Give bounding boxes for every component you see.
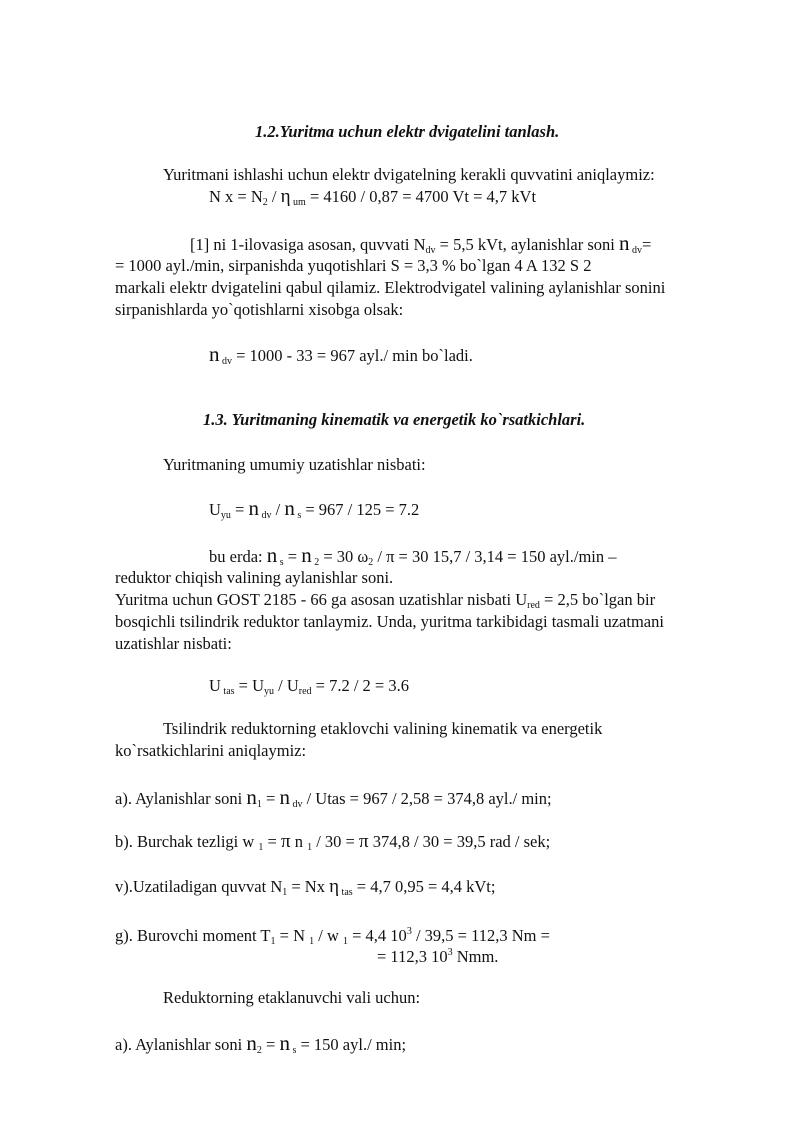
subscript: 1 — [282, 887, 288, 898]
text: = — [261, 789, 280, 808]
paragraph-motor-line-4: sirpanishlarda yo`qotishlarni xisobga olsak: — [115, 300, 404, 319]
text: / w — [314, 926, 343, 945]
subscript: s — [289, 1045, 297, 1056]
formula-text: = — [230, 500, 249, 519]
subscript: yu — [264, 686, 275, 697]
paragraph-motor-line-2: = 1000 ayl./min, sirpanishda yuqotishlari S = 3,3 % bo`lgan 4 A 132 S 2 — [115, 256, 592, 275]
subscript: tas — [220, 686, 235, 697]
subscript: 2 — [262, 197, 268, 208]
text: = — [263, 832, 281, 851]
text: v).Uzatiladigan quvvat N — [115, 877, 283, 896]
text: / π = 30 15,7 / 3,14 = 150 ayl./min – — [373, 547, 617, 566]
formula-text: N x = N — [209, 187, 263, 206]
text: 374,8 / 30 = 39,5 rad / sek; — [368, 832, 551, 851]
item-g-torque-line-2 — [377, 943, 498, 967]
subscript: 1 — [309, 936, 315, 947]
subscript: 1 — [256, 799, 262, 810]
subscript: 1 — [270, 936, 276, 947]
subscript: dv — [258, 510, 272, 521]
subscript: dv — [219, 356, 232, 367]
formula-motor-speed — [209, 344, 473, 372]
formula-text: / U — [274, 676, 299, 695]
formula-text: = U — [234, 676, 265, 695]
text: / 30 = — [312, 832, 359, 851]
subscript: 2 — [256, 1045, 262, 1056]
n-symbol: n — [619, 231, 630, 255]
n-symbol: n — [246, 785, 257, 809]
section-heading-1-2: 1.2.Yuritma uchun elektr dvigatelini tanlash. — [255, 122, 560, 141]
n-symbol: n — [209, 342, 220, 366]
text: = 2,5 bo`lgan bir — [539, 590, 656, 609]
text: = — [261, 1035, 280, 1054]
formula-text: U — [209, 676, 221, 695]
n-symbol: n — [266, 543, 278, 567]
text: Yuritma uchun GOST 2185 - 66 ga asosan uzatishlar nisbati U — [115, 590, 528, 609]
paragraph-driving-shaft-line-2: ko`rsatkichlarini aniqlaymiz: — [115, 741, 307, 760]
subscript: s — [277, 557, 284, 568]
superscript: 3 — [447, 947, 453, 958]
text: = 150 ayl./ min; — [296, 1035, 407, 1054]
formula-text: = 967 / 125 = 7.2 — [301, 500, 420, 519]
text: a). Aylanishlar soni — [115, 1035, 247, 1054]
item-v-transmitted-power — [115, 877, 495, 903]
pi-symbol: π — [358, 831, 369, 852]
formula-text: / — [267, 187, 281, 206]
text: = 112,3 10 — [377, 947, 448, 966]
n-symbol: n — [284, 496, 295, 520]
subscript: s — [294, 510, 302, 521]
eta-symbol: η — [329, 876, 340, 897]
n-symbol: n — [246, 1031, 257, 1055]
subscript: 1 — [307, 842, 313, 853]
subscript: red — [527, 600, 540, 611]
item-a-rotation-speed-driven — [115, 1033, 406, 1061]
paragraph-where-line-2: reduktor chiqish valining aylanishlar soni. — [115, 568, 394, 587]
text: = Nx — [287, 877, 330, 896]
subscript: dv — [629, 245, 642, 256]
formula-required-power — [209, 187, 536, 213]
subscript: 2 — [311, 557, 320, 568]
text: = 4,4 10 — [348, 926, 407, 945]
paragraph-power-intro: Yuritmani ishlashi uchun elektr dvigatelning kerakli quvvatini aniqlaymiz: — [163, 165, 655, 184]
item-b-angular-velocity — [115, 832, 550, 858]
formula-belt-ratio — [209, 676, 409, 702]
paragraph-driven-shaft: Reduktorning etaklanuvchi vali uchun: — [163, 988, 421, 1007]
paragraph-where-line-5: uzatishlar nisbati: — [115, 634, 232, 653]
text: / 39,5 = 112,3 Nm = — [411, 926, 550, 945]
paragraph-motor-line-3: markali elektr dvigatelini qabul qilamiz. Elektrodvigatel valining aylanishlar sonini — [115, 278, 666, 297]
subscript: yu — [220, 510, 231, 521]
item-a-rotation-speed — [115, 787, 552, 815]
text: Nmm. — [452, 947, 499, 966]
n-symbol: n — [248, 496, 259, 520]
section-heading-1-3: 1.3. Yuritmaning kinematik va energetik ko`rsatkichlari. — [203, 410, 586, 429]
formula-overall-ratio — [209, 498, 419, 526]
text: n — [290, 832, 308, 851]
subscript: 2 — [368, 557, 374, 568]
text: bu erda: — [209, 547, 267, 566]
text: = — [283, 547, 302, 566]
text: = N — [275, 926, 310, 945]
formula-text: = 4160 / 0,87 = 4700 Vt = 4,7 kVt — [305, 187, 537, 206]
formula-text: U — [209, 500, 221, 519]
paragraph-driving-shaft-line-1: Tsilindrik reduktorning etaklovchi valining kinematik va energetik — [163, 719, 603, 738]
n-symbol: n — [279, 785, 290, 809]
n-symbol: n — [301, 543, 312, 567]
text: = — [642, 235, 652, 254]
formula-text: = 1000 - 33 = 967 ayl./ min bo`ladi. — [232, 346, 473, 365]
formula-text: = 7.2 / 2 = 3.6 — [311, 676, 409, 695]
pi-symbol: π — [280, 831, 291, 852]
subscript: 1 — [258, 842, 264, 853]
subscript: 1 — [343, 936, 348, 947]
paragraph-where-line-4: bosqichli tsilindrik reduktor tanlaymiz. Unda, yuritma tarkibidagi tasmali uzatmani — [115, 612, 664, 631]
text: = 30 ω — [319, 547, 369, 566]
subscript: tas — [339, 887, 353, 898]
eta-symbol: η — [280, 186, 291, 207]
superscript: 3 — [406, 926, 412, 937]
subscript: um — [290, 197, 306, 208]
text: / Utas = 967 / 2,58 = 374,8 ayl./ min; — [302, 789, 552, 808]
text: g). Burovchi moment T — [115, 926, 271, 945]
subscript: dv — [425, 245, 436, 256]
n-symbol: n — [279, 1031, 290, 1055]
text: b). Burchak tezligi w — [115, 832, 259, 851]
text: [1] ni 1-ilovasiga asosan, quvvati N — [190, 235, 426, 254]
text: = 5,5 kVt, aylanishlar soni — [435, 235, 619, 254]
text: a). Aylanishlar soni — [115, 789, 247, 808]
subscript: dv — [289, 799, 303, 810]
paragraph-ratio-intro: Yuritmaning umumiy uzatishlar nisbati: — [163, 455, 426, 474]
text: = 4,7 0,95 = 4,4 kVt; — [352, 877, 496, 896]
subscript: red — [298, 686, 312, 697]
formula-text: / — [271, 500, 285, 519]
